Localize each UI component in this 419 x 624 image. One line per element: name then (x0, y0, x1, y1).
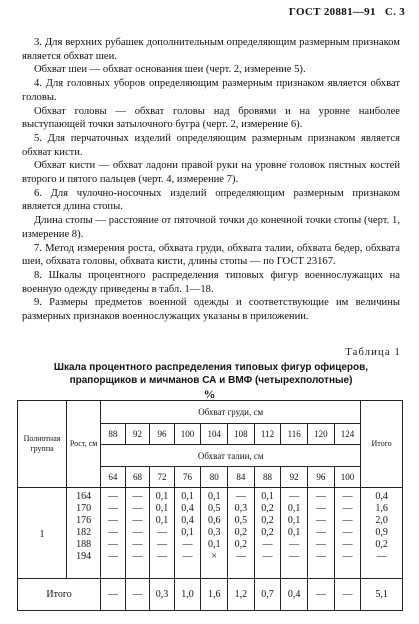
value-cell: — (156, 539, 167, 550)
value-cell: — (107, 503, 118, 514)
value-cell: 0,1 (207, 539, 221, 550)
value-cell: 0,1 (207, 491, 221, 502)
value-cell: — (132, 527, 143, 538)
value-cell: 0,1 (155, 491, 169, 502)
value-cell: — (182, 539, 193, 550)
value-cell: — (315, 551, 326, 562)
value-cell: 0,1 (155, 503, 169, 514)
row-total: — (376, 551, 387, 562)
value-cell: — (315, 539, 326, 550)
value-column (101, 488, 126, 579)
value-cell: — (156, 551, 167, 562)
standard-code: ГОСТ 20881—91 (288, 6, 376, 18)
value-cell: 0,1 (287, 503, 301, 514)
value-cell: 0,3 (234, 503, 248, 514)
paragraph: 3. Для верхних рубашек дополнительным определяющим размерным признаком является обхват шеи. (22, 37, 400, 62)
value-cell: — (182, 551, 193, 562)
height-value: 194 (76, 551, 92, 562)
value-cell: — (289, 491, 300, 502)
value-cell: 0,5 (234, 515, 248, 526)
waist-size: 100 (334, 467, 361, 488)
value-cell: — (107, 491, 118, 502)
row-total: 2,0 (375, 515, 388, 526)
grand-total: 5,1 (361, 579, 403, 611)
column-total: — (308, 579, 335, 611)
value-column (125, 488, 150, 579)
page-number: С. 3 (384, 6, 405, 18)
waist-size: 80 (201, 467, 228, 488)
value-cell: — (342, 539, 353, 550)
waist-size: 92 (281, 467, 308, 488)
paragraph: 9. Размеры предметов военной одежды и соответствующие им величины размерных признаков военнослужащих указаны в приложении. (22, 297, 400, 323)
row-total: 0,2 (375, 539, 388, 550)
value-cell: 0,2 (261, 503, 274, 514)
value-cell: 0,1 (287, 515, 301, 526)
waist-size: 88 (254, 467, 281, 488)
value-cell: — (289, 551, 300, 562)
value-cell: — (342, 527, 353, 538)
value-cell: 0,2 (261, 527, 274, 538)
value-cell: 0,4 (181, 515, 194, 526)
chest-size: 120 (308, 424, 335, 445)
chest-size: 104 (201, 424, 228, 445)
height-value: 188 (76, 539, 92, 550)
value-cell: — (235, 491, 246, 502)
value-cell: — (342, 503, 353, 514)
chest-size: 112 (254, 424, 281, 445)
value-cell: 0,1 (155, 515, 169, 526)
column-total: 1,0 (174, 579, 201, 611)
height-value: 164 (76, 491, 92, 502)
row-total: 1,6 (375, 503, 388, 514)
value-cell: — (132, 515, 143, 526)
row-total: 0,9 (375, 527, 388, 538)
value-cell: 0,3 (207, 527, 221, 538)
column-total: 1,6 (201, 579, 228, 611)
value-cell: 0,2 (234, 539, 248, 550)
waist-size: 84 (228, 467, 255, 488)
waist-size: 76 (174, 467, 201, 488)
value-cell: 0,4 (181, 503, 194, 514)
value-cell: — (107, 539, 118, 550)
col-height-header: Рост, см (67, 401, 101, 488)
chest-size: 88 (101, 424, 126, 445)
value-cell: 0,6 (207, 515, 221, 526)
value-cell: — (342, 551, 353, 562)
value-cell: — (107, 515, 118, 526)
value-cell: — (132, 491, 143, 502)
value-cell: — (289, 539, 300, 550)
value-cell: — (342, 491, 353, 502)
column-total: 0,7 (254, 579, 281, 611)
waist-size: 72 (150, 467, 175, 488)
paragraph: Обхват шеи — обхват основания шеи (черт. 2, измерение 5). (34, 64, 306, 76)
value-cell: — (132, 551, 143, 562)
chest-size: 100 (174, 424, 201, 445)
waist-header: Обхват талии, см (101, 445, 361, 467)
paragraph: Обхват кисти — обхват ладони правой руки на уровне головок пястных костей второго и пятого пальцев (черт. 4, измерение 7). (22, 160, 400, 186)
column-total: 0,3 (150, 579, 175, 611)
paragraph: 8. Шкалы процентного распределения типовых фигур военнослужащих на военную одежду приведены в табл. 1—18. (22, 269, 400, 295)
value-column (201, 488, 228, 579)
waist-size: 96 (308, 467, 335, 488)
value-cell: — (315, 491, 326, 502)
value-cell: — (315, 515, 326, 526)
column-total: 1,2 (228, 579, 255, 611)
table-unit: % (203, 387, 216, 401)
distribution-table (17, 400, 403, 611)
paragraph: 7. Метод измерения роста, обхвата груди, обхвата талии, обхвата бедер, обхвата шеи, обхвата головы, обхвата кисти, длины стопы — по ГОСТ 23167. (22, 242, 400, 268)
value-cell: — (262, 539, 273, 550)
value-column (281, 488, 308, 579)
value-column (334, 488, 361, 579)
column-total: — (101, 579, 126, 611)
paragraph: Длина стопы — расстояние от пяточной точки до конечной точки стопы (черт. 1, измерение 8). (22, 215, 400, 240)
value-cell: 0,2 (234, 527, 248, 538)
group-cell: 1 (18, 488, 67, 579)
value-cell: 0,1 (181, 527, 194, 538)
table-number: Таблица 1 (345, 347, 401, 358)
column-total: — (125, 579, 150, 611)
value-column (254, 488, 281, 579)
table-title: Шкала процентного распределения типовых фигур офицеров, прапорщиков и мичманов СА и ВМФ (четырехполотные) (53, 362, 369, 386)
chest-size: 92 (125, 424, 150, 445)
value-cell: 0,1 (181, 491, 194, 502)
value-cell: — (132, 503, 143, 514)
value-cell: 0,5 (207, 503, 221, 514)
column-total: 0,4 (281, 579, 308, 611)
page-header (283, 6, 405, 18)
column-total: — (334, 579, 361, 611)
height-value: 182 (76, 527, 92, 538)
row-totals (361, 488, 403, 579)
paragraph: 4. Для головных уборов определяющим размерным признаком является обхват головы. (22, 78, 400, 103)
height-value: 170 (76, 503, 92, 514)
value-cell: — (342, 515, 353, 526)
value-cell: 0,2 (261, 515, 274, 526)
value-column (174, 488, 201, 579)
value-cell: — (315, 503, 326, 514)
paragraph: 5. Для перчаточных изделий определяющим размерным признаком является обхват кисти. (22, 132, 400, 158)
total-label: Итого (18, 579, 101, 611)
value-cell: 0,1 (287, 527, 301, 538)
value-column (228, 488, 255, 579)
value-cell: — (315, 527, 326, 538)
chest-size: 96 (150, 424, 175, 445)
body-text (22, 36, 400, 324)
chest-size: 116 (281, 424, 308, 445)
row-total: 0,4 (375, 491, 388, 502)
value-column (308, 488, 335, 579)
value-cell: — (156, 527, 167, 538)
value-cell: — (132, 539, 143, 550)
value-cell: — (107, 527, 118, 538)
col-group-header: Полнотная группа (18, 401, 67, 488)
height-cell (67, 488, 101, 579)
total-header: Итого (361, 401, 403, 488)
height-value: 176 (76, 515, 92, 526)
paragraph: 6. Для чулочно-носочных изделий определяющим размерным признаком является длина стопы. (22, 187, 400, 213)
waist-size: 64 (101, 467, 126, 488)
paragraph: Обхват головы — обхват головы над бровями и на уровне наиболее выступающей точки затылочного бугра (черт. 2, измерение 6). (22, 105, 400, 131)
chest-size: 124 (334, 424, 361, 445)
value-cell: — (235, 551, 246, 562)
waist-size: 68 (125, 467, 150, 488)
value-cell: × (211, 551, 218, 562)
value-cell: — (107, 551, 118, 562)
value-cell: 0,1 (261, 491, 274, 502)
chest-size: 108 (228, 424, 255, 445)
value-cell: — (262, 551, 273, 562)
value-column (150, 488, 175, 579)
chest-header: Обхват груди, см (101, 401, 361, 424)
